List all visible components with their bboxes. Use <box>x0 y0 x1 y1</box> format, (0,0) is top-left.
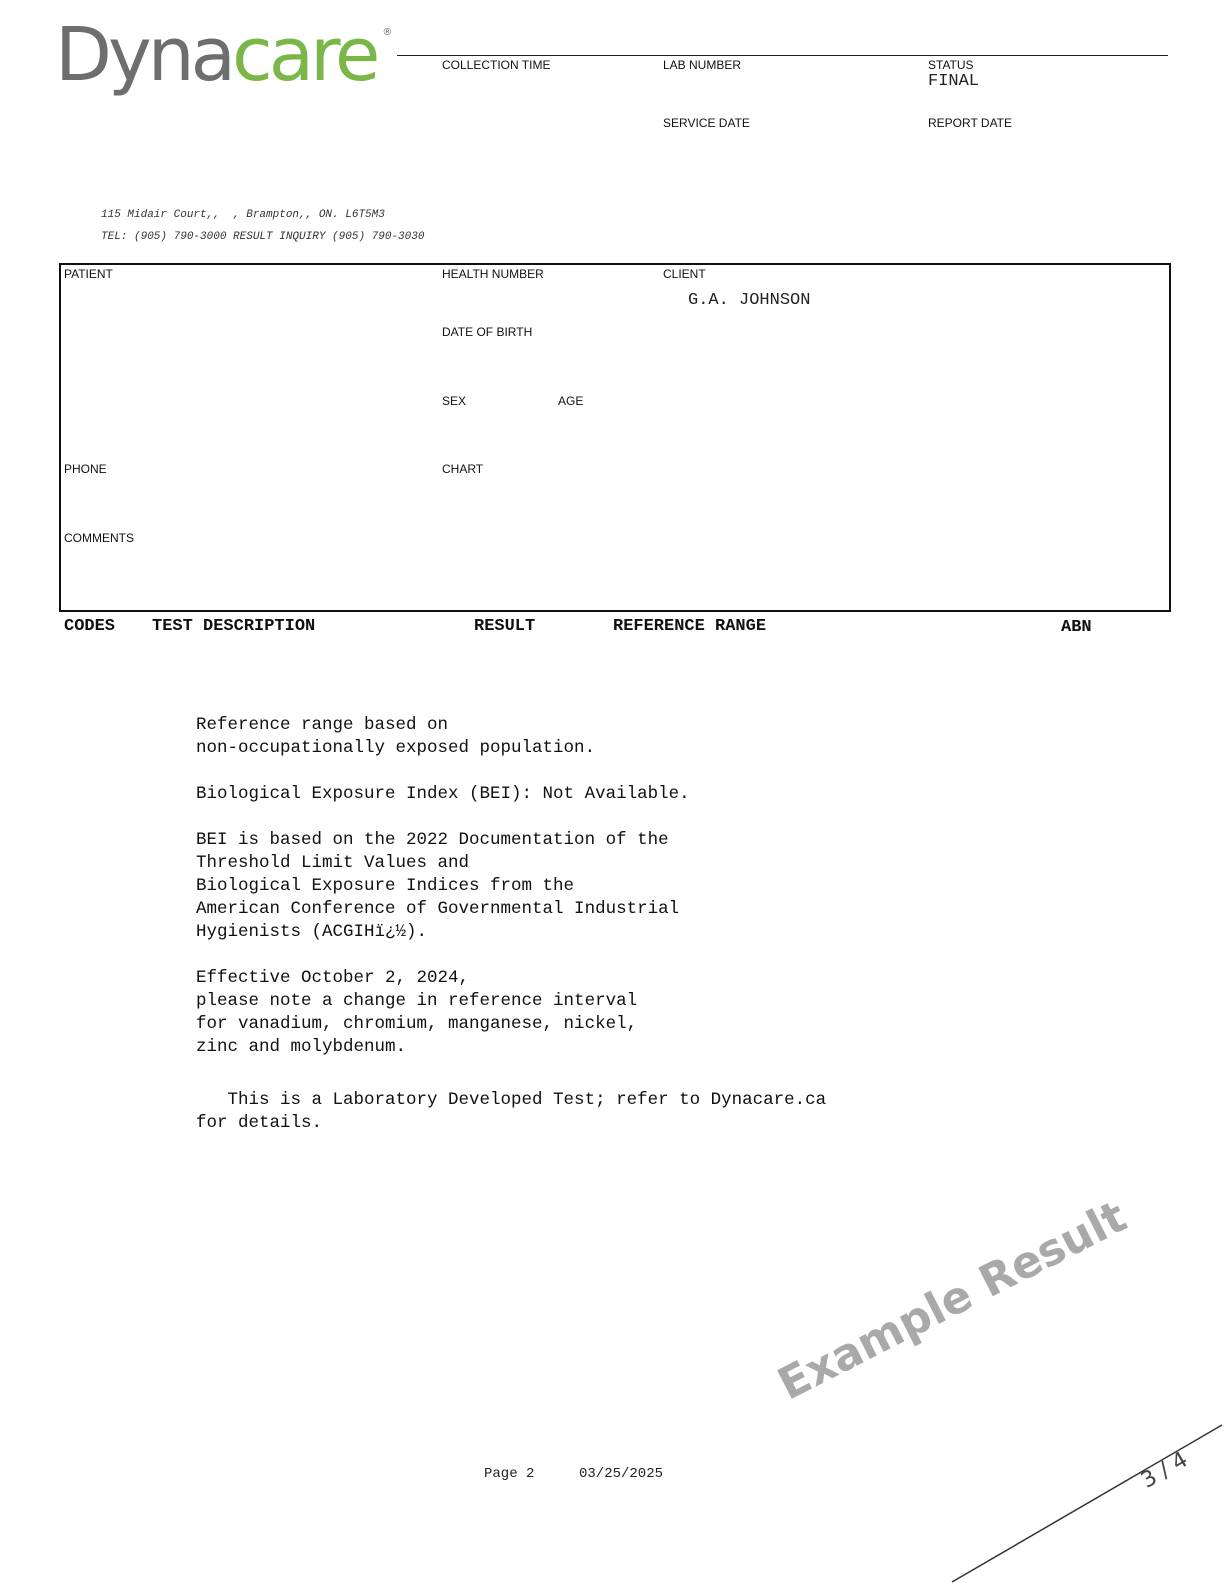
column-reference-range: REFERENCE RANGE <box>613 617 767 636</box>
note-line: please note a change in reference interval <box>196 991 638 1011</box>
note-line: Hygienists (ACGIHï¿½). <box>196 922 428 942</box>
note-line: Biological Exposure Indices from the <box>196 876 575 896</box>
health-number-label: HEALTH NUMBER <box>442 267 544 281</box>
note-line: zinc and molybdenum. <box>196 1037 407 1057</box>
collection-time-label: COLLECTION TIME <box>442 58 551 72</box>
status-value: FINAL <box>928 72 980 91</box>
age-label: AGE <box>558 394 584 408</box>
phone-label: PHONE <box>64 462 107 476</box>
dob-label: DATE OF BIRTH <box>442 325 533 339</box>
patient-label: PATIENT <box>64 267 113 281</box>
column-test-description: TEST DESCRIPTION <box>152 617 316 636</box>
note-line: Reference range based on <box>196 715 449 735</box>
patient-info-box <box>59 263 1171 612</box>
note-line: BEI is based on the 2022 Documentation of the <box>196 830 669 850</box>
page-of-count: 3 / 4 <box>1137 1447 1193 1494</box>
column-result: RESULT <box>474 617 536 636</box>
sex-label: SEX <box>442 394 467 408</box>
note-line: This is a Laboratory Developed Test; refer to Dynacare.ca <box>196 1090 827 1110</box>
note-line: for vanadium, chromium, manganese, nickel, <box>196 1014 638 1034</box>
lab-number-label: LAB NUMBER <box>663 58 742 72</box>
lab-phone-line: TEL: (905) 790-3000 RESULT INQUIRY (905) 790-3030 <box>101 231 425 243</box>
note-line: for details. <box>196 1113 323 1133</box>
note-line: Threshold Limit Values and <box>196 853 470 873</box>
lab-address-line: 115 Midair Court,, , Brampton,, ON. L6T5M3 <box>101 209 385 221</box>
report-notes <box>196 714 996 1135</box>
report-date-label: REPORT DATE <box>928 116 1013 130</box>
chart-label: CHART <box>442 462 484 476</box>
note-spacer <box>196 944 996 967</box>
page-number: Page 2 <box>484 1466 535 1482</box>
corner-diagonal-line <box>950 1415 1224 1584</box>
report-print-date: 03/25/2025 <box>579 1466 664 1482</box>
note-line: Biological Exposure Index (BEI): Not Available. <box>196 784 690 804</box>
example-result-watermark: Example Result <box>770 1191 1135 1411</box>
note-spacer <box>196 806 996 829</box>
header-rule <box>397 55 1168 56</box>
note-line: non-occupationally exposed population. <box>196 738 596 758</box>
note-spacer <box>196 760 996 783</box>
note-line: Effective October 2, 2024, <box>196 968 470 988</box>
dynacare-logo <box>55 12 393 98</box>
logo-text-dyna: Dyna <box>55 12 233 98</box>
registered-mark: ® <box>382 27 393 38</box>
note-line: American Conference of Governmental Industrial <box>196 899 680 919</box>
client-label: CLIENT <box>663 267 706 281</box>
service-date-label: SERVICE DATE <box>663 116 750 130</box>
note-spacer <box>196 1059 996 1089</box>
column-codes: CODES <box>64 617 116 636</box>
comments-label: COMMENTS <box>64 531 134 545</box>
column-abn: ABN <box>1061 618 1092 637</box>
logo-text-care: care <box>232 12 377 98</box>
client-value: G.A. JOHNSON <box>688 291 811 310</box>
status-label: STATUS <box>928 58 974 72</box>
